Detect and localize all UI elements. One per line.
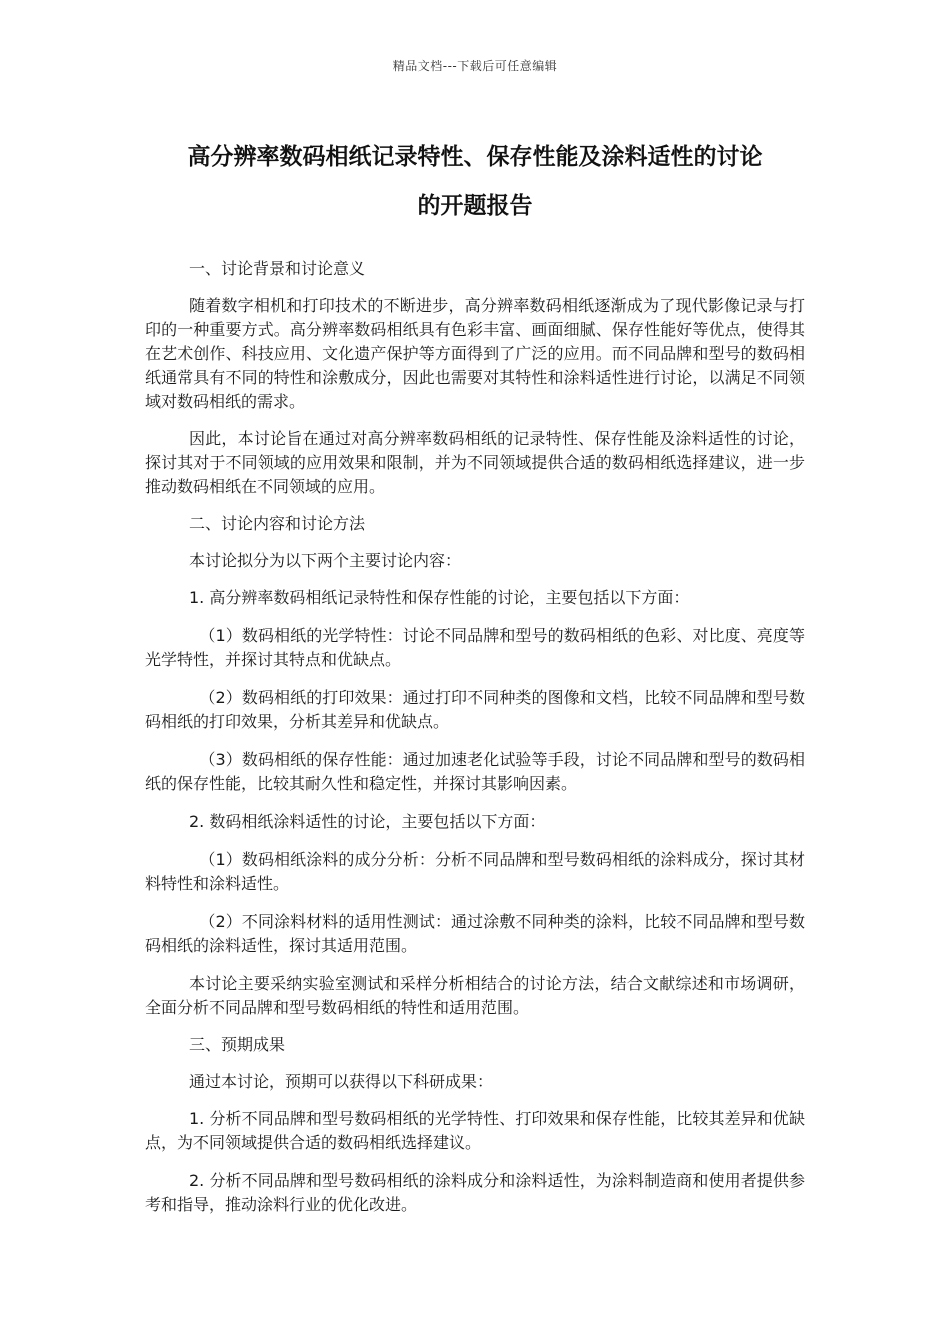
sub-item-1-2: （2）数码相纸的打印效果：通过打印不同种类的图像和文档，比较不同品牌和型号数码相纸的打印效果，分析其差异和优缺点。 [145,688,805,731]
sub-item-1-1: （1）数码相纸的光学特性：讨论不同品牌和型号的数码相纸的色彩、对比度、亮度等光学特性，并探讨其特点和优缺点。 [145,626,805,669]
list-item-1: 1. 高分辨率数码相纸记录特性和保存性能的讨论，主要包括以下方面： [189,588,690,607]
section-heading-outcomes: 三、预期成果 [189,1035,286,1054]
list-item-2: 2. 数码相纸涂料适性的讨论，主要包括以下方面： [189,812,546,831]
header-note: 精品文档---下载后可任意编辑 [392,59,558,73]
paragraph-method: 本讨论主要采纳实验室测试和采样分析相结合的讨论方法，结合文献综述和市场调研，全面分析不同品牌和型号数码相纸的特性和适用范围。 [145,974,805,1017]
sub-item-1-3: （3）数码相纸的保存性能：通过加速老化试验等手段，讨论不同品牌和型号的数码相纸的保存性能，比较其耐久性和稳定性，并探讨其影响因素。 [145,750,805,793]
paragraph-background: 随着数字相机和打印技术的不断进步，高分辨率数码相纸逐渐成为了现代影像记录与打印的一种重要方式。高分辨率数码相纸具有色彩丰富、画面细腻、保存性能好等优点，使得其在艺术创作、科技应用、文化遗产保护等方面得到了广泛的应用。而不同品牌和型号的数码相纸通常具有不同的特性和涂敷成分，因此也需要对其特性和涂料适性进行讨论，以满足不同领域对数码相纸的需求。 [145,296,805,411]
paragraph-outcomes-intro: 通过本讨论，预期可以获得以下科研成果： [189,1072,494,1091]
outcome-item-1: 1. 分析不同品牌和型号数码相纸的光学特性、打印效果和保存性能，比较其差异和优缺点，为不同领域提供合适的数码相纸选择建议。 [145,1109,805,1152]
sub-item-2-2: （2）不同涂料材料的适用性测试：通过涂敷不同种类的涂料，比较不同品牌和型号数码相纸的涂料适性，探讨其适用范围。 [145,912,805,955]
paragraph-content-intro: 本讨论拟分为以下两个主要讨论内容： [189,551,462,570]
title-line-2: 的开题报告 [417,193,533,219]
sub-item-2-1: （1）数码相纸涂料的成分分析：分析不同品牌和型号数码相纸的涂料成分，探讨其材料特性和涂料适性。 [145,850,805,893]
outcome-item-2: 2. 分析不同品牌和型号数码相纸的涂料成分和涂料适性，为涂料制造商和使用者提供参考和指导，推动涂料行业的优化改进。 [145,1171,805,1214]
title-line-1: 高分辨率数码相纸记录特性、保存性能及涂料适性的讨论 [187,144,763,170]
paragraph-purpose: 因此，本讨论旨在通过对高分辨率数码相纸的记录特性、保存性能及涂料适性的讨论，探讨其对于不同领域的应用效果和限制，并为不同领域提供合适的数码相纸选择建议，进一步推动数码相纸在不同领域的应用。 [145,429,805,496]
section-heading-background: 一、讨论背景和讨论意义 [189,259,366,278]
document-body [145,257,805,1230]
document-title [145,133,805,231]
section-heading-content: 二、讨论内容和讨论方法 [189,514,366,533]
